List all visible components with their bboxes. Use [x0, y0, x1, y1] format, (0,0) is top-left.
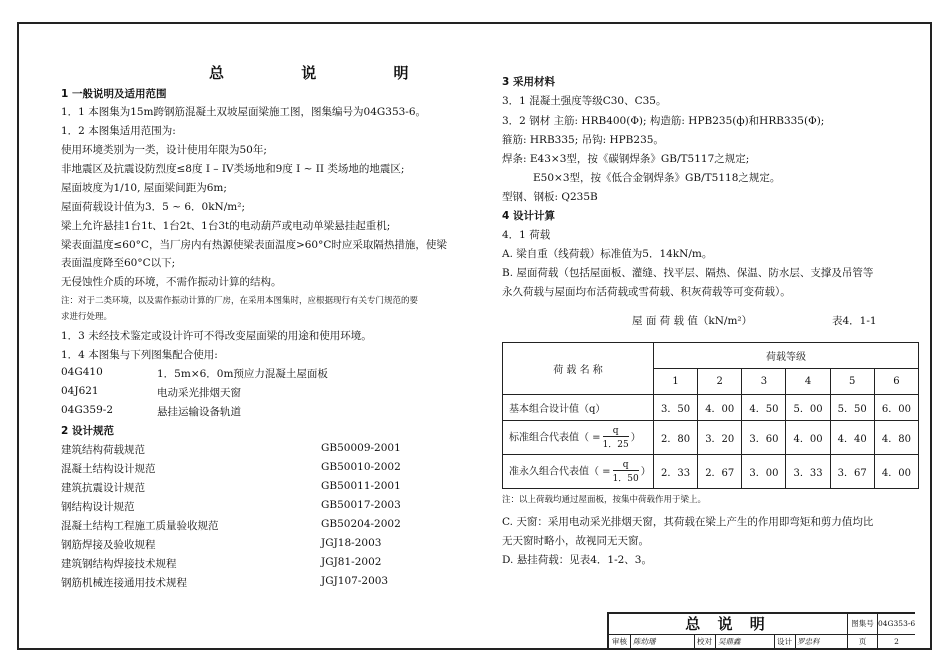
- fraction-numerator: q: [603, 426, 629, 437]
- atlas-code: 04G410: [61, 366, 103, 378]
- standard-code: GB50017-2003: [321, 499, 401, 511]
- value-cell: 4．00: [698, 395, 742, 421]
- scope-line: 使用环境类别为一类，设计使用年限为50年;: [61, 144, 267, 156]
- section-1-heading: 1 一般说明及适用范围: [61, 88, 167, 100]
- row-label: 标准组合代表值（ =: [509, 432, 601, 443]
- row-label: 基本组合设计值（q）: [503, 395, 654, 421]
- clause-3-2-weld: 焊条: E43×3型，按《碳钢焊条》GB/T5117之规定;: [502, 153, 750, 165]
- grade-cell: 2: [698, 369, 742, 395]
- clause-1-3: 1．3 未经技术鉴定或设计许可不得改变屋面梁的用途和使用环境。: [61, 330, 372, 342]
- section-2-heading: 2 设计规范: [61, 425, 114, 437]
- section-3-heading: 3 采用材料: [502, 76, 555, 88]
- fraction-denominator: 1．50: [612, 473, 639, 484]
- table-note: 注：以上荷载均通过屋面板，按集中荷载作用于梁上。: [502, 495, 707, 505]
- fraction-numerator: q: [613, 460, 639, 471]
- atlas-code: 04G359-2: [61, 404, 114, 416]
- divider: [774, 635, 775, 649]
- scope-line: 梁表面温度≤60°C，当厂房内有热源使梁表面温度>60°C时应采取隔热措施，使梁: [61, 239, 447, 251]
- row-label-cell: [503, 421, 654, 455]
- fraction: [613, 460, 639, 484]
- clause-3-2-weld-2: E50×3型，按《低合金钢焊条》GB/T5118之规定。: [533, 172, 781, 184]
- standard-code: JGJ107-2003: [321, 575, 389, 587]
- scope-line: 屋面荷载设计值为3．5 ~ 6．0kN/m²;: [61, 201, 245, 213]
- value-cell: 5．50: [830, 395, 874, 421]
- divider: [795, 635, 796, 649]
- standard-name: 建筑抗震设计规范: [61, 482, 145, 494]
- drawing-frame: [17, 22, 932, 650]
- table-row: [503, 421, 919, 455]
- page-label: 页: [847, 635, 877, 649]
- clause-3-2: 3．2 钢材 主筋: HRB400(Φ); 构造筋: HPB235(ф)和HRB335(Φ);: [502, 115, 825, 127]
- table-number: 表4．1-1: [832, 315, 877, 327]
- standard-code: GB50009-2001: [321, 442, 401, 454]
- load-grade-header: 荷载等级: [654, 343, 919, 369]
- grade-cell: 1: [654, 369, 698, 395]
- review-label: 审核: [612, 637, 627, 646]
- clause-4-1-b: B. 屋面荷载（包括屋面板、灌缝、找平层、隔热、保温、防水层、支撑及吊管等: [502, 267, 874, 279]
- value-cell: 2．67: [698, 455, 742, 489]
- row-label-close: ）: [640, 466, 651, 477]
- clause-3-1: 3．1 混凝土强度等级C30、C35。: [502, 95, 667, 107]
- design-label: 设计: [777, 637, 792, 646]
- roof-load-table: [502, 342, 919, 489]
- title-block-title: 总 说 明: [609, 614, 847, 635]
- standard-name: 钢筋焊接及验收规程: [61, 539, 156, 551]
- standard-name: 钢结构设计规范: [61, 501, 135, 513]
- title-block: [607, 612, 915, 649]
- review-name: 陈幼璠: [633, 637, 656, 646]
- value-cell: 3．60: [742, 421, 786, 455]
- scope-line: 屋面坡度为1/10, 屋面梁间距为6m;: [61, 182, 227, 194]
- grade-cell: 6: [874, 369, 918, 395]
- clause-3-2-steel: 型钢、钢板: Q235B: [502, 191, 598, 203]
- value-cell: 5．00: [786, 395, 830, 421]
- design-name: 罗忠科: [797, 637, 820, 646]
- divider: [694, 635, 695, 649]
- standard-name: 混凝土结构设计规范: [61, 463, 156, 475]
- scope-line: 梁上允许悬挂1台1t、1台2t、1台3t的电动葫芦或电动单梁悬挂起重机;: [61, 220, 391, 232]
- value-cell: 3．00: [742, 455, 786, 489]
- note-1: 注：对于二类环境，以及需作振动计算的厂房，在采用本图集时，应根据现行有关专门规范的要: [61, 296, 419, 306]
- clause-1-4: 1．4 本图集与下列图集配合使用:: [61, 349, 218, 361]
- standard-name: 建筑结构荷载规范: [61, 444, 145, 456]
- standard-name: 钢筋机械连接通用技术规程: [61, 577, 187, 589]
- section-4-heading: 4 设计计算: [502, 210, 555, 222]
- scope-line: 非地震区及抗震设防烈度≤8度 I – IV类场地和9度 I ~ II 类场地的地震区;: [61, 163, 405, 175]
- title-block-signatures: [609, 635, 847, 649]
- value-cell: 3．67: [830, 455, 874, 489]
- row-label: 准永久组合代表值（ =: [509, 466, 611, 477]
- scope-line: 无侵蚀性介质的环境，不需作振动计算的结构。: [61, 276, 282, 288]
- table-row: [503, 395, 919, 421]
- check-name: 吴鼎鑫: [718, 637, 741, 646]
- value-cell: 6．00: [874, 395, 918, 421]
- standard-code: GB50011-2001: [321, 480, 401, 492]
- atlas-code: 04J621: [61, 385, 99, 397]
- value-cell: 3．20: [698, 421, 742, 455]
- table-header-row: [503, 343, 919, 369]
- clause-4-1-c: C. 天窗：采用电动采光排烟天窗，其荷载在梁上产生的作用即弯矩和剪力值均比: [502, 516, 874, 528]
- check-label: 校对: [697, 637, 712, 646]
- table-caption: 屋 面 荷 载 值（kN/m²）: [632, 315, 753, 327]
- clause-4-1: 4．1 荷载: [502, 229, 551, 241]
- clause-3-2-stirrup: 箍筋: HRB335; 吊钩: HPB235。: [502, 134, 664, 146]
- grade-cell: 5: [830, 369, 874, 395]
- atlas-desc: 悬挂运输设备轨道: [157, 406, 241, 418]
- note-1-cont: 求进行处理。: [61, 312, 113, 322]
- value-cell: 2．80: [654, 421, 698, 455]
- scope-line: 表面温度降至60°C以下;: [61, 257, 176, 269]
- fraction: [603, 426, 629, 450]
- value-cell: 4．00: [786, 421, 830, 455]
- clause-4-1-d: D. 悬挂荷载：见表4．1-2、3。: [502, 554, 652, 566]
- row-label-close: ）: [630, 432, 641, 443]
- standard-code: GB50010-2002: [321, 461, 401, 473]
- divider: [715, 635, 716, 649]
- atlas-desc: 1．5m×6．0m预应力混凝土屋面板: [157, 368, 328, 380]
- clause-4-1-a: A. 梁自重（线荷载）标准值为5．14kN/m。: [502, 248, 713, 260]
- value-cell: 4．50: [742, 395, 786, 421]
- value-cell: 4．00: [874, 455, 918, 489]
- page-number: 2: [877, 635, 915, 649]
- table-row: [503, 455, 919, 489]
- clause-4-1-c-cont: 无天窗时略小，故视同无天窗。: [502, 535, 649, 547]
- grade-cell: 3: [742, 369, 786, 395]
- standard-name: 建筑钢结构焊接技术规程: [61, 558, 177, 570]
- value-cell: 2．33: [654, 455, 698, 489]
- divider: [630, 635, 631, 649]
- atlas-number-label: 图集号: [847, 614, 877, 635]
- row-label-cell: [503, 455, 654, 489]
- grade-cell: 4: [786, 369, 830, 395]
- load-name-header: 荷 载 名 称: [503, 343, 654, 395]
- value-cell: 4．40: [830, 421, 874, 455]
- atlas-number: 04G353-6: [877, 614, 915, 635]
- atlas-desc: 电动采光排烟天窗: [157, 387, 241, 399]
- standard-code: JGJ18-2003: [321, 537, 382, 549]
- clause-4-1-b-cont: 永久荷载与屋面均布活荷载或雪荷载、积灰荷载等可变荷载）。: [502, 286, 791, 298]
- clause-1-1: 1．1 本图集为15m跨钢筋混凝土双坡屋面梁施工图，图集编号为04G353-6。: [61, 106, 427, 118]
- value-cell: 3．33: [786, 455, 830, 489]
- value-cell: 4．80: [874, 421, 918, 455]
- clause-1-2: 1．2 本图集适用范围为:: [61, 125, 176, 137]
- fraction-denominator: 1．25: [602, 439, 629, 450]
- standard-code: GB50204-2002: [321, 518, 401, 530]
- standard-code: JGJ81-2002: [321, 556, 382, 568]
- page-title: 总 说 明: [209, 64, 445, 82]
- value-cell: 3．50: [654, 395, 698, 421]
- standard-name: 混凝土结构工程施工质量验收规范: [61, 520, 219, 532]
